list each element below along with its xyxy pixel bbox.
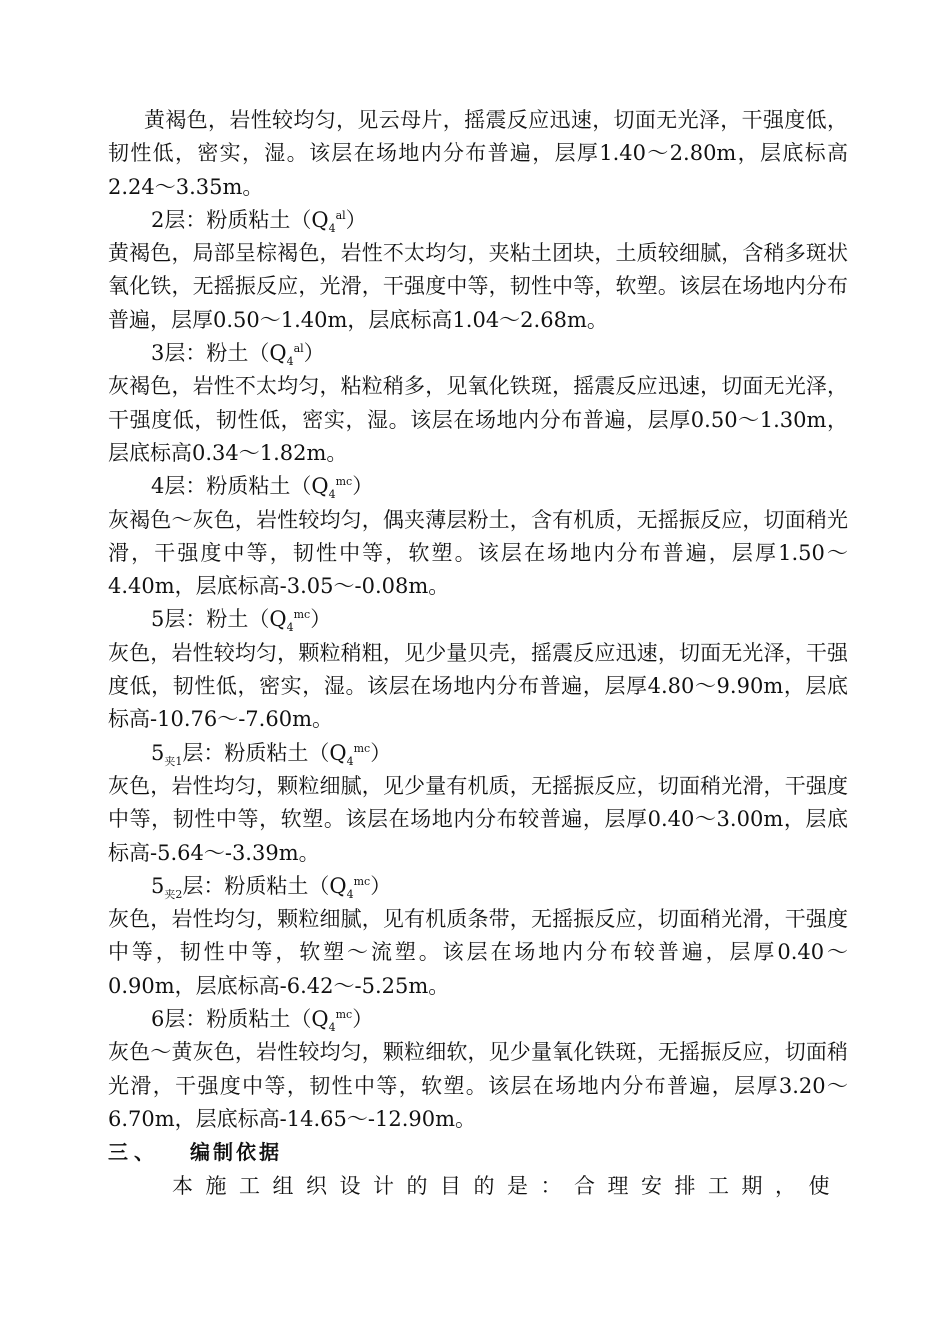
closing-line: 本施工组织设计的目的是：合理安排工期，使: [172, 1173, 842, 1198]
layer-name: 层：粉质粘土（Q: [164, 474, 329, 499]
intro-paragraph: 黄褐色，岩性较均匀，见云母片，摇震反应迅速，切面无光泽，干强度低，韧性低，密实，湿。该层在场地内分布普遍，层厚1.40～2.80m，层底标高2.24～3.35m。: [108, 108, 848, 199]
layer-number: 5: [151, 873, 165, 898]
layer-close: ）: [352, 474, 374, 499]
section-number: 三、: [108, 1140, 160, 1165]
layer-description: 灰色，岩性均匀，颗粒细腻，见有机质条带，无摇振反应，切面稍光滑，干强度中等，韧性中等，软塑～流塑。该层在场地内分布较普遍，层厚0.40～0.90m，层底标高-6.42～-5.25m。: [108, 907, 848, 998]
q-superscript: mc: [353, 874, 371, 888]
section-title: 编制依据: [190, 1140, 282, 1165]
layer-heading: [108, 470, 848, 503]
q-superscript: mc: [353, 741, 371, 755]
layer-name: 层：粉土（Q: [164, 341, 287, 366]
layer-description: 黄褐色，局部呈棕褐色，岩性不太均匀，夹粘土团块，土质较细腻，含稍多斑状氧化铁，无摇振反应，光滑，干强度中等，韧性中等，软塑。该层在场地内分布普遍，层厚0.50～1.40m，层底标高1.04～2.68m。: [108, 241, 848, 332]
q-superscript: mc: [335, 475, 353, 489]
q-subscript: 4: [328, 488, 336, 502]
layer-number: 6: [151, 1007, 165, 1032]
layer-description: 灰色～黄灰色，岩性较均匀，颗粒细软，见少量氧化铁斑，无摇振反应，切面稍光滑，干强度中等，韧性中等，软塑。该层在场地内分布普遍，层厚3.20～6.70m，层底标高-14.65～-12.90m。: [108, 1040, 848, 1131]
layer-heading: [108, 337, 848, 370]
q-superscript: mc: [293, 608, 311, 622]
layer-close: ）: [345, 207, 367, 232]
layer-number: 5: [151, 740, 165, 765]
layer-number: 5: [151, 607, 165, 632]
layer-heading: [108, 870, 848, 903]
layer-number: 4: [151, 474, 165, 499]
q-subscript: 4: [346, 888, 354, 902]
layer-description: 灰褐色，岩性不太均匀，粘粒稍多，见氧化铁斑，摇震反应迅速，切面无光泽，干强度低，韧性低，密实，湿。该层在场地内分布普遍，层厚0.50～1.30m，层底标高0.34～1.82m。: [108, 374, 848, 465]
layer-close: ）: [303, 341, 325, 366]
layer-sub-label: 夹1: [164, 754, 183, 768]
document-page: [108, 104, 848, 1203]
q-superscript: al: [293, 342, 304, 356]
layer-heading: [108, 603, 848, 636]
layer-number: 2: [151, 207, 165, 232]
layer-name: 层：粉质粘土（Q: [164, 1007, 329, 1032]
layer-name: 层：粉质粘土（Q: [182, 740, 347, 765]
layer-list: [108, 204, 848, 1136]
q-superscript: al: [335, 208, 346, 222]
layer-number: 3: [151, 341, 165, 366]
layer-heading: [108, 1003, 848, 1036]
layer-name: 层：粉土（Q: [164, 607, 287, 632]
q-subscript: 4: [328, 222, 336, 236]
layer-description: 灰褐色～灰色，岩性较均匀，偶夹薄层粉土，含有机质，无摇振反应，切面稍光滑，干强度中等，韧性中等，软塑。该层在场地内分布普遍，层厚1.50～4.40m，层底标高-3.05～-0.08m。: [108, 507, 848, 599]
layer-close: ）: [370, 873, 392, 898]
layer-close: ）: [370, 740, 392, 765]
q-subscript: 4: [286, 621, 294, 635]
layer-heading: [108, 737, 848, 770]
q-subscript: 4: [328, 1021, 336, 1035]
q-subscript: 4: [286, 355, 294, 369]
layer-description: 灰色，岩性均匀，颗粒细腻，见少量有机质，无摇振反应，切面稍光滑，干强度中等，韧性中等，软塑。该层在场地内分布较普遍，层厚0.40～3.00m，层底标高-5.64～-3.39m。: [108, 773, 848, 865]
layer-close: ）: [310, 607, 332, 632]
q-superscript: mc: [335, 1008, 353, 1022]
layer-name: 层：粉质粘土（Q: [164, 207, 329, 232]
layer-name: 层：粉质粘土（Q: [182, 873, 347, 898]
layer-heading: [108, 204, 848, 237]
q-subscript: 4: [346, 754, 354, 768]
layer-close: ）: [352, 1007, 374, 1032]
layer-description: 灰色，岩性较均匀，颗粒稍粗，见少量贝壳，摇震反应迅速，切面无光泽，干强度低，韧性低，密实，湿。该层在场地内分布普遍，层厚4.80～9.90m，层底标高-10.76～-7.60m。: [108, 640, 848, 732]
section-heading: [108, 1136, 848, 1169]
layer-sub-label: 夹2: [164, 888, 183, 902]
